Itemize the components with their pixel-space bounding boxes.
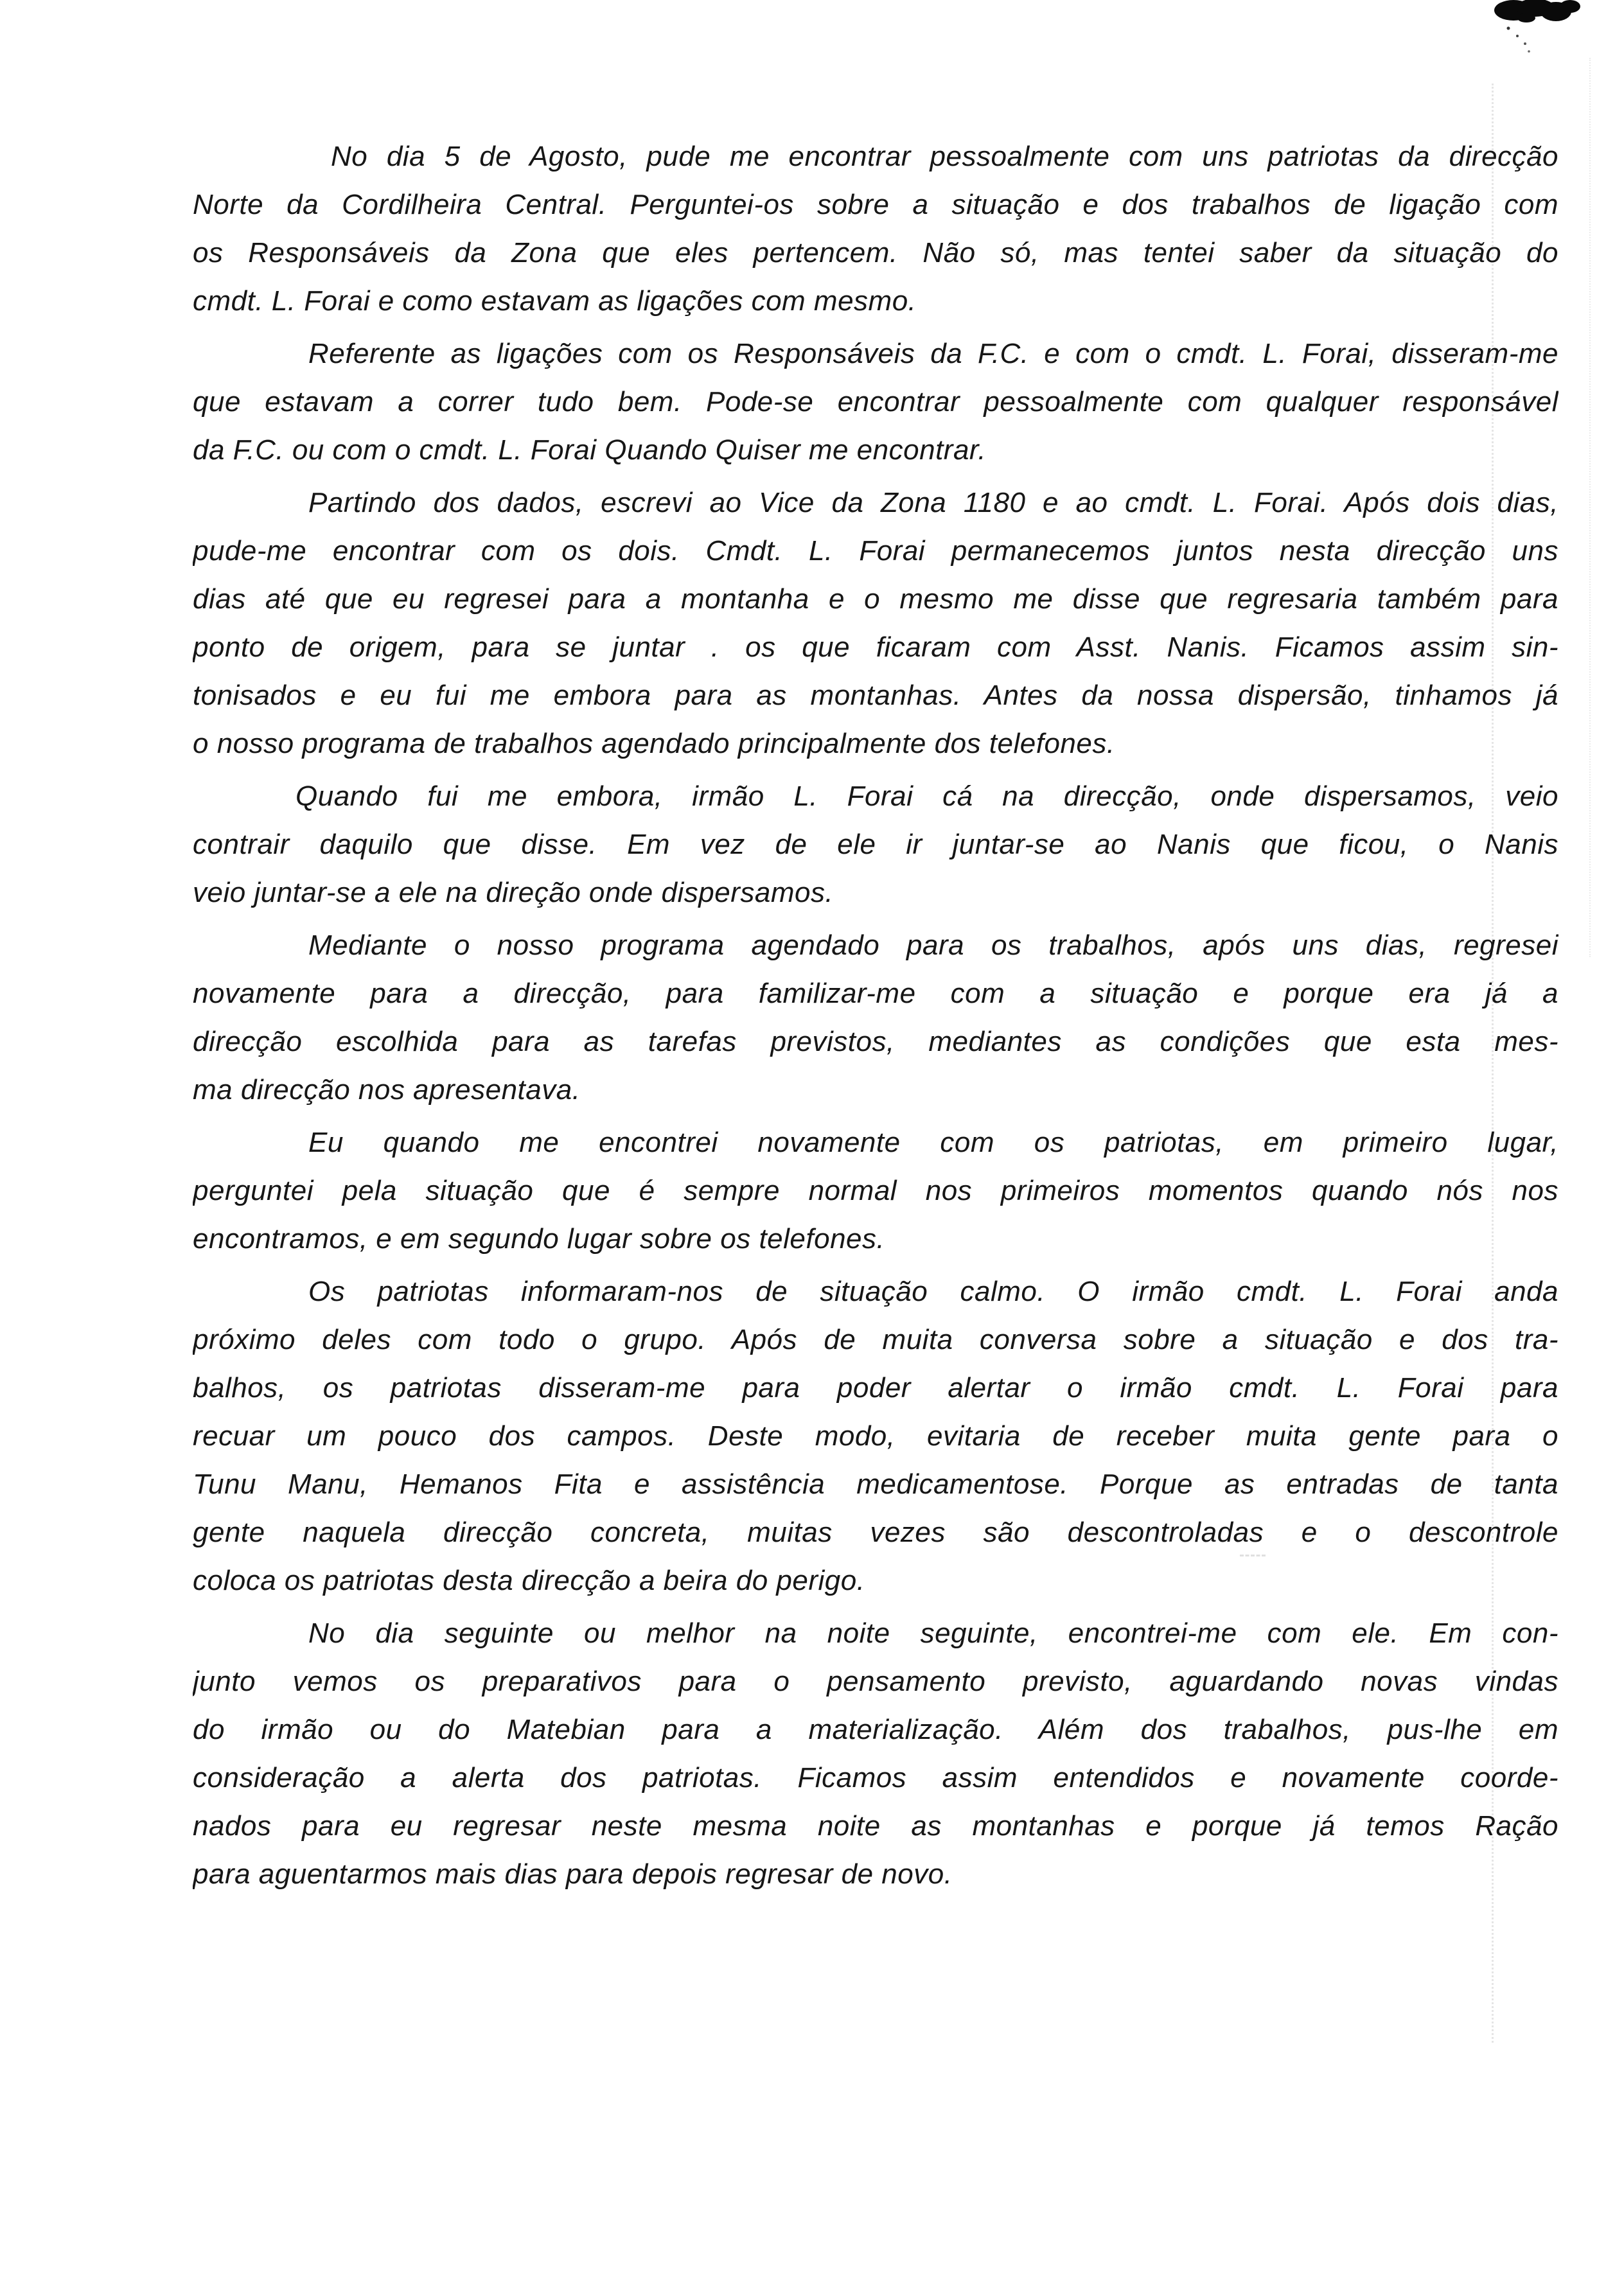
text-line: No dia seguinte ou melhor na noite seguinte, encontrei-me com ele. Em con- (308, 1617, 1558, 1649)
text-line: recuar um pouco dos campos. Deste modo, evitaria de receber muita gente para o (193, 1420, 1558, 1452)
handwritten-text (193, 132, 1558, 1898)
text-line: cmdt. L. Forai e como estavam as ligações com mesmo. (193, 285, 917, 317)
text-line: Norte da Cordilheira Central. Perguntei-os sobre a situação e dos trabalhos de ligação com (193, 189, 1558, 220)
text-line: os Responsáveis da Zona que eles pertencem. Não só, mas tentei saber da situação do (193, 237, 1558, 269)
text-line: No dia 5 de Agosto, pude me encontrar pessoalmente com uns patriotas da direcção (331, 141, 1558, 172)
text-line: gente naquela direcção concreta, muitas vezes são descontroladas e o descontrole (193, 1517, 1558, 1548)
text-line: tonisados e eu fui me embora para as montanhas. Antes da nossa dispersão, tinhamos já (193, 680, 1558, 711)
paragraph (193, 921, 1558, 1114)
text-line: contrair daquilo que disse. Em vez de ele ir juntar-se ao Nanis que ficou, o Nanis (193, 829, 1558, 860)
text-line: ma direcção nos apresentava. (193, 1074, 581, 1106)
scan-noise (1589, 58, 1591, 957)
ink-blot (1489, 0, 1592, 58)
text-line: Partindo dos dados, escrevi ao Vice da Zona 1180 e ao cmdt. L. Forai. Após dois dias, (308, 487, 1558, 518)
text-line: nados para eu regresar neste mesma noite as montanhas e porque já temos Ração (193, 1810, 1558, 1842)
paragraph (193, 772, 1558, 917)
text-line: pude-me encontrar com os dois. Cmdt. L. Forai permanecemos juntos nesta direcção uns (193, 535, 1558, 567)
text-line: Tunu Manu, Hemanos Fita e assistência medicamentose. Porque as entradas de tanta (193, 1468, 1558, 1500)
text-line: que estavam a correr tudo bem. Pode-se encontrar pessoalmente com qualquer responsável (193, 386, 1558, 418)
paragraph (193, 1267, 1558, 1605)
text-line: veio juntar-se a ele na direção onde dispersamos. (193, 877, 834, 908)
text-line: encontramos, e em segundo lugar sobre os telefones. (193, 1223, 885, 1255)
text-line: perguntei pela situação que é sempre normal nos primeiros momentos quando nós nos (193, 1175, 1558, 1206)
text-line: próximo deles com todo o grupo. Após de muita conversa sobre a situação e dos tra- (193, 1324, 1558, 1355)
text-line: junto vemos os preparativos para o pensamento previsto, aguardando novas vindas (193, 1666, 1558, 1697)
paragraph (193, 479, 1558, 768)
paragraph (193, 132, 1558, 325)
text-line: para aguentarmos mais dias para depois regresar de novo. (193, 1858, 953, 1890)
text-line: novamente para a direcção, para familizar-me com a situação e porque era já a (193, 978, 1558, 1009)
text-line: o nosso programa de trabalhos agendado principalmente dos telefones. (193, 728, 1115, 759)
text-line: consideração a alerta dos patriotas. Ficamos assim entendidos e novamente coorde- (193, 1762, 1558, 1794)
text-line: balhos, os patriotas disseram-me para poder alertar o irmão cmdt. L. Forai para (193, 1372, 1558, 1404)
text-line: direcção escolhida para as tarefas previstos, mediantes as condições que esta mes- (193, 1026, 1558, 1057)
text-line: do irmão ou do Matebian para a materialização. Além dos trabalhos, pus-lhe em (193, 1714, 1558, 1745)
paragraph (193, 1118, 1558, 1263)
text-line: Referente as ligações com os Responsáveis da F.C. e com o cmdt. L. Forai, disseram-me (308, 338, 1558, 369)
paragraph (193, 330, 1558, 474)
text-line: ponto de origem, para se juntar . os que ficaram com Asst. Nanis. Ficamos assim sin- (193, 631, 1558, 663)
paragraph (193, 1609, 1558, 1898)
text-line: da F.C. ou com o cmdt. L. Forai Quando Quiser me encontrar. (193, 434, 987, 466)
text-line: Eu quando me encontrei novamente com os patriotas, em primeiro lugar, (308, 1127, 1558, 1158)
text-line: dias até que eu regresei para a montanha e o mesmo me disse que regresaria também para (193, 583, 1558, 615)
text-line: coloca os patriotas desta direcção a beira do perigo. (193, 1565, 865, 1596)
text-line: Mediante o nosso programa agendado para os trabalhos, após uns dias, regresei (308, 930, 1558, 961)
text-line: Os patriotas informaram-nos de situação calmo. O irmão cmdt. L. Forai anda (308, 1276, 1558, 1307)
text-line: Quando fui me embora, irmão L. Forai cá na direcção, onde dispersamos, veio (296, 780, 1558, 812)
